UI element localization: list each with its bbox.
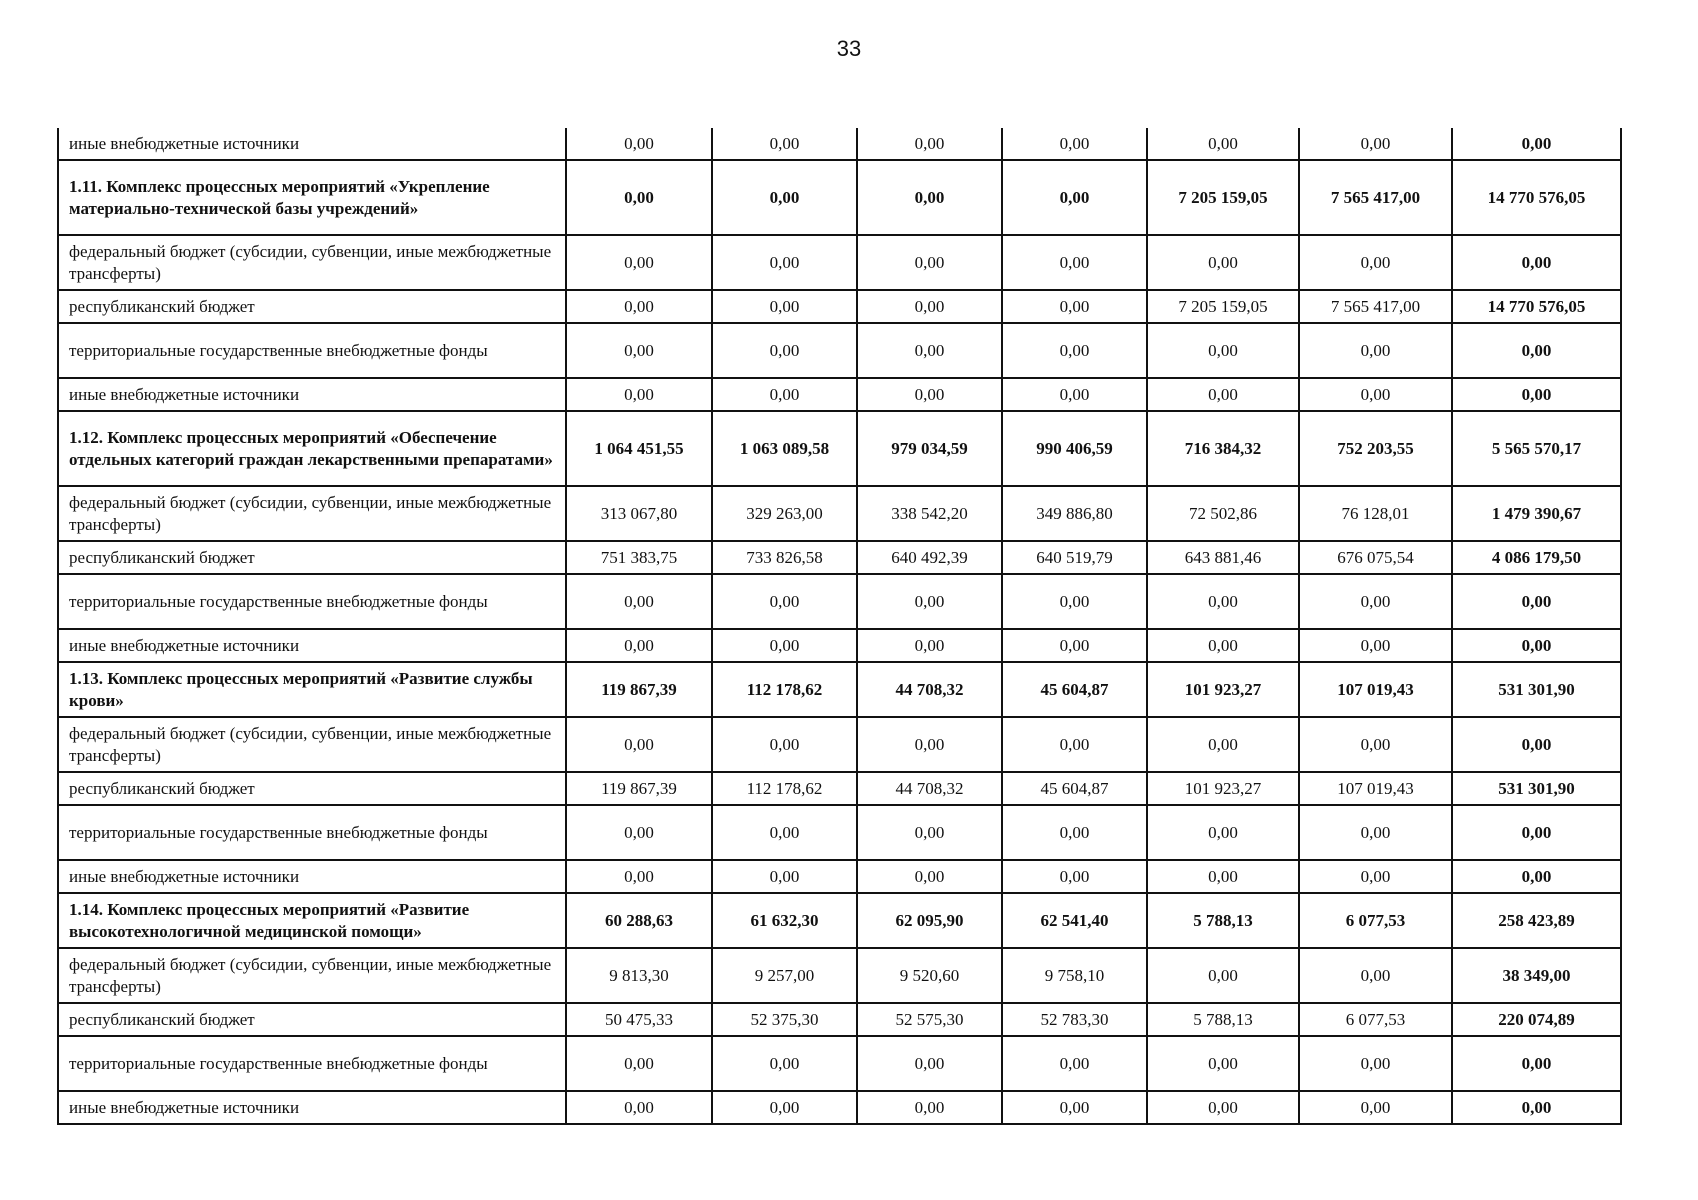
year-value-cell: 0,00 <box>857 235 1002 290</box>
year-value-cell: 0,00 <box>857 1036 1002 1091</box>
year-value-cell: 0,00 <box>566 128 712 160</box>
year-value-cell: 329 263,00 <box>712 486 857 541</box>
year-value-cell: 0,00 <box>1299 378 1452 411</box>
section-row <box>58 160 1621 235</box>
year-value-cell: 101 923,27 <box>1147 662 1299 717</box>
page-number: 33 <box>836 36 862 61</box>
year-value-cell: 119 867,39 <box>566 662 712 717</box>
year-value-cell: 107 019,43 <box>1299 772 1452 805</box>
year-value-cell: 112 178,62 <box>712 772 857 805</box>
total-cell: 1 479 390,67 <box>1452 486 1621 541</box>
year-value-cell: 0,00 <box>1147 1036 1299 1091</box>
year-value-cell: 0,00 <box>566 160 712 235</box>
year-value-cell: 0,00 <box>1002 805 1147 860</box>
year-value-cell: 0,00 <box>1147 860 1299 893</box>
year-value-cell: 0,00 <box>857 160 1002 235</box>
year-value-cell: 0,00 <box>712 160 857 235</box>
total-cell: 0,00 <box>1452 805 1621 860</box>
year-value-cell: 45 604,87 <box>1002 662 1147 717</box>
year-value-cell: 0,00 <box>1147 805 1299 860</box>
year-value-cell: 0,00 <box>1147 574 1299 629</box>
section-title-cell: 1.12. Комплекс процессных мероприятий «Обеспечение отдельных категорий граждан лекарственными препаратами» <box>58 411 566 486</box>
funding-source-cell: федеральный бюджет (субсидии, субвенции, иные межбюджетные трансферты) <box>58 235 566 290</box>
year-value-cell: 716 384,32 <box>1147 411 1299 486</box>
year-value-cell: 0,00 <box>857 717 1002 772</box>
year-value-cell: 0,00 <box>1299 1091 1452 1124</box>
total-cell: 0,00 <box>1452 860 1621 893</box>
funding-source-row <box>58 629 1621 662</box>
section-row <box>58 893 1621 948</box>
year-value-cell: 0,00 <box>1299 574 1452 629</box>
year-value-cell: 0,00 <box>712 290 857 323</box>
year-value-cell: 5 788,13 <box>1147 893 1299 948</box>
funding-source-cell: республиканский бюджет <box>58 290 566 323</box>
total-cell: 531 301,90 <box>1452 662 1621 717</box>
year-value-cell: 0,00 <box>712 717 857 772</box>
total-cell: 220 074,89 <box>1452 1003 1621 1036</box>
year-value-cell: 0,00 <box>1002 1091 1147 1124</box>
year-value-cell: 0,00 <box>1147 948 1299 1003</box>
year-value-cell: 0,00 <box>712 805 857 860</box>
year-value-cell: 9 257,00 <box>712 948 857 1003</box>
total-cell: 0,00 <box>1452 1091 1621 1124</box>
year-value-cell: 6 077,53 <box>1299 893 1452 948</box>
total-cell: 38 349,00 <box>1452 948 1621 1003</box>
funding-source-row <box>58 772 1621 805</box>
year-value-cell: 60 288,63 <box>566 893 712 948</box>
year-value-cell: 52 575,30 <box>857 1003 1002 1036</box>
year-value-cell: 0,00 <box>712 128 857 160</box>
section-title-cell: 1.14. Комплекс процессных мероприятий «Развитие высокотехнологичной медицинской помощи» <box>58 893 566 948</box>
year-value-cell: 0,00 <box>857 805 1002 860</box>
budget-table <box>57 128 1622 1125</box>
year-value-cell: 0,00 <box>857 1091 1002 1124</box>
funding-source-cell: республиканский бюджет <box>58 541 566 574</box>
year-value-cell: 0,00 <box>1002 629 1147 662</box>
funding-source-cell: территориальные государственные внебюджетные фонды <box>58 574 566 629</box>
section-title-cell: 1.11. Комплекс процессных мероприятий «Укрепление материально-технической базы учреждений» <box>58 160 566 235</box>
total-cell: 531 301,90 <box>1452 772 1621 805</box>
year-value-cell: 101 923,27 <box>1147 772 1299 805</box>
year-value-cell: 0,00 <box>857 290 1002 323</box>
funding-source-cell: территориальные государственные внебюджетные фонды <box>58 323 566 378</box>
year-value-cell: 0,00 <box>712 629 857 662</box>
year-value-cell: 0,00 <box>1299 717 1452 772</box>
funding-source-cell: иные внебюджетные источники <box>58 378 566 411</box>
year-value-cell: 0,00 <box>712 378 857 411</box>
year-value-cell: 733 826,58 <box>712 541 857 574</box>
year-value-cell: 0,00 <box>566 1091 712 1124</box>
year-value-cell: 0,00 <box>1147 629 1299 662</box>
table-body <box>58 128 1621 1124</box>
funding-source-cell: федеральный бюджет (субсидии, субвенции, иные межбюджетные трансферты) <box>58 717 566 772</box>
year-value-cell: 0,00 <box>1147 323 1299 378</box>
year-value-cell: 9 758,10 <box>1002 948 1147 1003</box>
year-value-cell: 1 063 089,58 <box>712 411 857 486</box>
funding-source-cell: федеральный бюджет (субсидии, субвенции, иные межбюджетные трансферты) <box>58 486 566 541</box>
year-value-cell: 0,00 <box>1299 948 1452 1003</box>
year-value-cell: 0,00 <box>566 629 712 662</box>
year-value-cell: 0,00 <box>566 805 712 860</box>
year-value-cell: 0,00 <box>712 860 857 893</box>
year-value-cell: 44 708,32 <box>857 662 1002 717</box>
year-value-cell: 9 813,30 <box>566 948 712 1003</box>
year-value-cell: 62 095,90 <box>857 893 1002 948</box>
year-value-cell: 0,00 <box>1002 235 1147 290</box>
year-value-cell: 0,00 <box>1299 128 1452 160</box>
year-value-cell: 0,00 <box>712 1091 857 1124</box>
funding-source-row <box>58 541 1621 574</box>
year-value-cell: 0,00 <box>566 323 712 378</box>
year-value-cell: 0,00 <box>1299 860 1452 893</box>
year-value-cell: 61 632,30 <box>712 893 857 948</box>
total-cell: 258 423,89 <box>1452 893 1621 948</box>
year-value-cell: 1 064 451,55 <box>566 411 712 486</box>
total-cell: 5 565 570,17 <box>1452 411 1621 486</box>
funding-source-row <box>58 128 1621 160</box>
year-value-cell: 0,00 <box>857 378 1002 411</box>
funding-source-cell: территориальные государственные внебюджетные фонды <box>58 1036 566 1091</box>
year-value-cell: 0,00 <box>1299 235 1452 290</box>
year-value-cell: 0,00 <box>1002 323 1147 378</box>
year-value-cell: 676 075,54 <box>1299 541 1452 574</box>
year-value-cell: 52 375,30 <box>712 1003 857 1036</box>
year-value-cell: 7 565 417,00 <box>1299 290 1452 323</box>
year-value-cell: 0,00 <box>566 1036 712 1091</box>
section-title-cell: 1.13. Комплекс процессных мероприятий «Развитие службы крови» <box>58 662 566 717</box>
year-value-cell: 751 383,75 <box>566 541 712 574</box>
year-value-cell: 0,00 <box>1147 128 1299 160</box>
year-value-cell: 62 541,40 <box>1002 893 1147 948</box>
year-value-cell: 72 502,86 <box>1147 486 1299 541</box>
funding-source-row <box>58 717 1621 772</box>
total-cell: 14 770 576,05 <box>1452 160 1621 235</box>
total-cell: 0,00 <box>1452 378 1621 411</box>
funding-source-cell: иные внебюджетные источники <box>58 629 566 662</box>
year-value-cell: 752 203,55 <box>1299 411 1452 486</box>
section-row <box>58 411 1621 486</box>
funding-source-cell: иные внебюджетные источники <box>58 860 566 893</box>
total-cell: 14 770 576,05 <box>1452 290 1621 323</box>
year-value-cell: 7 205 159,05 <box>1147 290 1299 323</box>
funding-source-cell: территориальные государственные внебюджетные фонды <box>58 805 566 860</box>
funding-source-row <box>58 290 1621 323</box>
total-cell: 0,00 <box>1452 574 1621 629</box>
year-value-cell: 0,00 <box>712 235 857 290</box>
funding-source-cell: республиканский бюджет <box>58 1003 566 1036</box>
year-value-cell: 0,00 <box>1002 1036 1147 1091</box>
year-value-cell: 0,00 <box>1299 1036 1452 1091</box>
funding-source-row <box>58 235 1621 290</box>
year-value-cell: 0,00 <box>1147 717 1299 772</box>
year-value-cell: 6 077,53 <box>1299 1003 1452 1036</box>
year-value-cell: 52 783,30 <box>1002 1003 1147 1036</box>
year-value-cell: 0,00 <box>857 128 1002 160</box>
year-value-cell: 0,00 <box>1002 128 1147 160</box>
year-value-cell: 0,00 <box>566 717 712 772</box>
year-value-cell: 107 019,43 <box>1299 662 1452 717</box>
funding-source-cell: иные внебюджетные источники <box>58 128 566 160</box>
year-value-cell: 0,00 <box>1002 574 1147 629</box>
year-value-cell: 979 034,59 <box>857 411 1002 486</box>
year-value-cell: 7 565 417,00 <box>1299 160 1452 235</box>
year-value-cell: 0,00 <box>857 574 1002 629</box>
year-value-cell: 0,00 <box>1299 805 1452 860</box>
funding-source-row <box>58 948 1621 1003</box>
year-value-cell: 119 867,39 <box>566 772 712 805</box>
year-value-cell: 0,00 <box>1002 860 1147 893</box>
year-value-cell: 640 519,79 <box>1002 541 1147 574</box>
funding-source-cell: федеральный бюджет (субсидии, субвенции, иные межбюджетные трансферты) <box>58 948 566 1003</box>
year-value-cell: 76 128,01 <box>1299 486 1452 541</box>
year-value-cell: 0,00 <box>1002 290 1147 323</box>
year-value-cell: 0,00 <box>1299 323 1452 378</box>
year-value-cell: 44 708,32 <box>857 772 1002 805</box>
year-value-cell: 990 406,59 <box>1002 411 1147 486</box>
year-value-cell: 0,00 <box>566 235 712 290</box>
year-value-cell: 349 886,80 <box>1002 486 1147 541</box>
funding-source-row <box>58 1036 1621 1091</box>
year-value-cell: 0,00 <box>1002 378 1147 411</box>
funding-source-cell: иные внебюджетные источники <box>58 1091 566 1124</box>
year-value-cell: 0,00 <box>1147 378 1299 411</box>
funding-source-row <box>58 574 1621 629</box>
year-value-cell: 0,00 <box>857 323 1002 378</box>
total-cell: 0,00 <box>1452 128 1621 160</box>
year-value-cell: 45 604,87 <box>1002 772 1147 805</box>
year-value-cell: 112 178,62 <box>712 662 857 717</box>
funding-source-row <box>58 486 1621 541</box>
total-cell: 0,00 <box>1452 717 1621 772</box>
funding-source-row <box>58 860 1621 893</box>
funding-source-row <box>58 805 1621 860</box>
year-value-cell: 0,00 <box>857 860 1002 893</box>
total-cell: 4 086 179,50 <box>1452 541 1621 574</box>
year-value-cell: 0,00 <box>566 378 712 411</box>
funding-source-row <box>58 1003 1621 1036</box>
funding-source-row <box>58 323 1621 378</box>
year-value-cell: 0,00 <box>712 1036 857 1091</box>
section-row <box>58 662 1621 717</box>
year-value-cell: 0,00 <box>1002 160 1147 235</box>
year-value-cell: 0,00 <box>1002 717 1147 772</box>
year-value-cell: 338 542,20 <box>857 486 1002 541</box>
total-cell: 0,00 <box>1452 323 1621 378</box>
year-value-cell: 0,00 <box>712 323 857 378</box>
funding-source-row <box>58 1091 1621 1124</box>
year-value-cell: 9 520,60 <box>857 948 1002 1003</box>
year-value-cell: 0,00 <box>1147 1091 1299 1124</box>
year-value-cell: 0,00 <box>566 860 712 893</box>
year-value-cell: 0,00 <box>566 290 712 323</box>
year-value-cell: 643 881,46 <box>1147 541 1299 574</box>
year-value-cell: 640 492,39 <box>857 541 1002 574</box>
year-value-cell: 7 205 159,05 <box>1147 160 1299 235</box>
funding-source-row <box>58 378 1621 411</box>
total-cell: 0,00 <box>1452 235 1621 290</box>
year-value-cell: 0,00 <box>566 574 712 629</box>
year-value-cell: 50 475,33 <box>566 1003 712 1036</box>
year-value-cell: 0,00 <box>857 629 1002 662</box>
year-value-cell: 0,00 <box>712 574 857 629</box>
year-value-cell: 313 067,80 <box>566 486 712 541</box>
year-value-cell: 0,00 <box>1147 235 1299 290</box>
total-cell: 0,00 <box>1452 1036 1621 1091</box>
funding-source-cell: республиканский бюджет <box>58 772 566 805</box>
total-cell: 0,00 <box>1452 629 1621 662</box>
year-value-cell: 0,00 <box>1299 629 1452 662</box>
year-value-cell: 5 788,13 <box>1147 1003 1299 1036</box>
